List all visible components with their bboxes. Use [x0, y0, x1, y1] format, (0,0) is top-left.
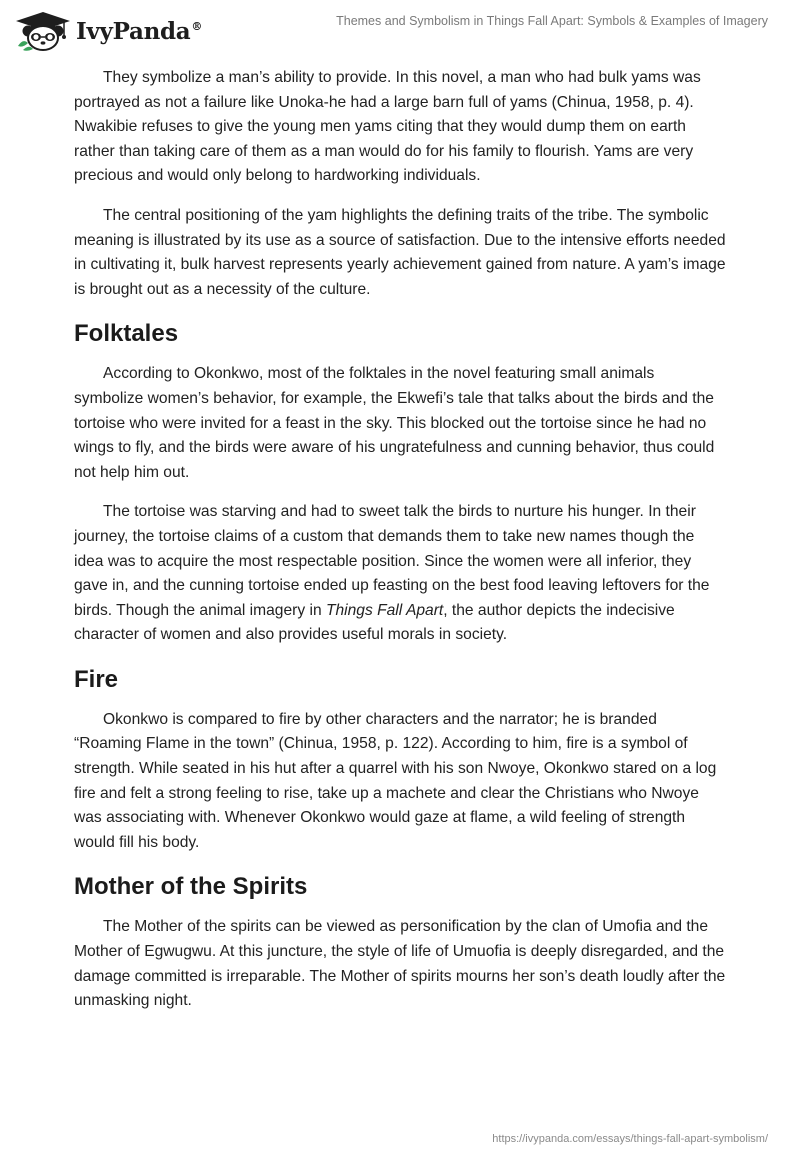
paragraph-tortoise-text-b: , the author depicts the indecisive character of women and also provides useful morals in society. [74, 601, 675, 644]
ivypanda-logo[interactable] [14, 10, 202, 52]
paragraph-fire: Okonkwo is compared to fire by other characters and the narrator; he is branded “Roaming Flame in the town” (Chinua, 1958, p. 122). According to him, fire is a symbol of strength. While seated in his hut after a quarrel with his son Nwoye, Okonkwo stared on a log fire and felt a strong feeling to rise, take up a machete and clear the Christians who Nwoye was associating with. Whenever Okonkwo would gaze at flame, a wild feeling of strength would fill his body. [74, 710, 717, 851]
paragraph-tortoise-text-a: The tortoise was starving and had to sweet talk the birds to nurture his hunger. In their journey, the tortoise claims of a custom that demands them to take new names though the idea was to acquire the most respectable position. Since the women were all inferior, they gave in, and the cunning tortoise ended up feasting on the best food leaving leftovers for the birds. Though the animal imagery in [74, 503, 710, 619]
registered-mark: ® [191, 19, 203, 33]
brand-name [76, 18, 202, 45]
paragraph-yam-provide: They symbolize a man’s ability to provide. In this novel, a man who had bulk yams was portrayed as not a failure like Unoka-he had a large barn full of yams (Chinua, 1958, p. 4). Nwakibie refuses to give the young men yams citing that they would dump them on earth rather than taking care of them as a man would do for his family to flourish. Yams are very precious and would only belong to hardworking individuals. [74, 69, 701, 185]
book-title-italic: Things Fall Apart [325, 601, 444, 619]
heading-fire: Fire [74, 665, 119, 693]
document-title: Themes and Symbolism in Things Fall Apart: Symbols & Examples of Imagery [336, 14, 768, 28]
article-body [74, 66, 726, 1029]
heading-mother-of-spirits: Mother of the Spirits [74, 873, 308, 901]
paragraph-folktales-women: According to Okonkwo, most of the folktales in the novel featuring small animals symbolize women’s behavior, for example, the Ekwefi’s tale that talks about the birds and the tortoise who were invited for a feast in the sky. This blocked out the tortoise since he had no wings to fly, and the birds were aware of his ungratefulness and cunning behavior, thus could not help him out. [74, 365, 715, 481]
paragraph-yam-central: The central positioning of the yam highlights the defining traits of the tribe. The symbolic meaning is illustrated by its use as a source of satisfaction. Due to the intensive efforts needed in cultivating it, bulk harvest represents yearly achievement gained from nature. A yam’s image is brought out as a necessity of the culture. [74, 206, 726, 298]
paragraph-tortoise [74, 500, 726, 648]
panda-graduate-icon [14, 10, 72, 52]
brand-name-text: IvyPanda [76, 17, 191, 45]
page-header [0, 0, 800, 60]
source-url-link[interactable]: https://ivypanda.com/essays/things-fall-apart-symbolism/ [492, 1133, 768, 1145]
paragraph-mother-of-spirits: The Mother of the spirits can be viewed as personification by the clan of Umofia and the Mother of Egwugwu. At this juncture, the style of life of Umuofia is deeply disregarded, and the damage committed is irreparable. The Mother of spirits mourns her son’s death loudly after the unmasking night. [74, 918, 726, 1010]
heading-folktales: Folktales [74, 320, 179, 348]
